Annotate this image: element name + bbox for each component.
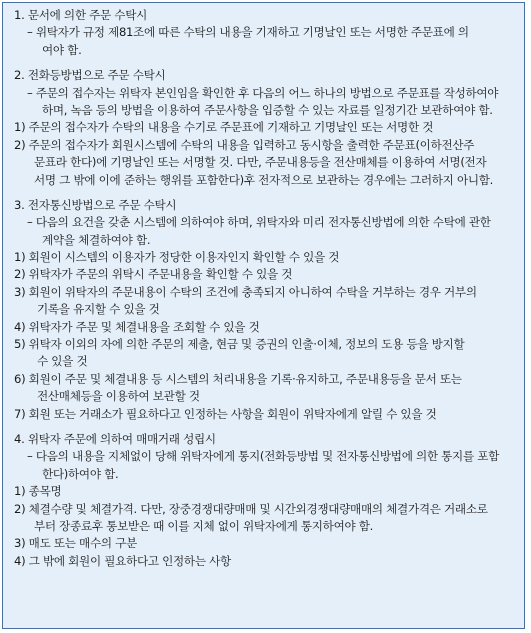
numbered-item: 1) 주문의 접수자가 수탁의 내용을 수기로 주문표에 기재하고 기명날인 또는 서명한 것 — [14, 120, 434, 135]
body-line: 여야 함. — [42, 42, 82, 57]
section-heading: 4. 위탁자 주문에 의하여 매매거래 성립시 — [14, 431, 216, 446]
numbered-item: 2) 주문의 접수자가 회원시스템에 수탁의 내용을 입력하고 동시항을 출력한 주문표(이하전산주 — [14, 137, 475, 152]
numbered-item: 1) 회원이 시스템의 이용자가 정당한 이용자인지 확인할 수 있을 것 — [14, 250, 340, 265]
body-line: – 위탁자가 규정 제81조에 따른 수탁의 내용을 기재하고 기명날인 또는 서명한 주문표에 의 — [27, 25, 469, 40]
numbered-item: 3) 매도 또는 매수의 구분 — [14, 536, 137, 551]
numbered-item: 2) 위탁자가 주문의 위탁시 주문내용을 확인할 수 있을 것 — [14, 267, 293, 282]
body-line: – 다음의 요건을 갖춘 시스템에 의하여야 하며, 위탁자와 미리 전자통신방법에 의한 수탁에 관한 — [27, 215, 491, 230]
body-line: 한다)하여야 함. — [42, 466, 119, 481]
numbered-item: 5) 위탁자 이외의 자에 의한 주문의 제출, 현금 및 증권의 인출·이체, 정보의 도용 등을 방지할 — [14, 337, 465, 352]
section-heading: 1. 문서에 의한 주문 수탁시 — [14, 8, 147, 22]
numbered-item: 4) 그 밖에 회원이 필요하다고 인정하는 사항 — [14, 553, 231, 568]
body-line: – 주문의 접수자는 위탁자 본인임을 확인한 후 다음의 어느 하나의 방법으로 주문표를 작성하여야 — [27, 85, 499, 100]
numbered-item: 4) 위탁자가 주문 및 체결내용을 조회할 수 있을 것 — [14, 319, 260, 334]
body-line: 부터 장종료후 통보받은 때 이를 지체 없이 위탁자에게 통지하여야 함. — [34, 518, 374, 533]
body-line: 하며, 녹음 등의 방법을 이용하여 주문사항을 입증할 수 있는 자료를 일정기간 보관하여야 함. — [42, 102, 493, 117]
numbered-item: 1) 종목명 — [14, 484, 62, 499]
section-heading: 3. 전자통신방법으로 주문 수탁시 — [14, 197, 177, 212]
body-line: 문표라 한다)에 기명날인 또는 서명할 것. 다만, 주문내용등을 전산매체를 이용하여 서명(전자 — [34, 155, 487, 170]
numbered-item: 3) 회원이 위탁자의 주문내용이 수탁의 조건에 충족되지 아니하여 수탁을 거부하는 경우 거부의 — [14, 284, 477, 299]
numbered-item: 2) 체결수량 및 체결가격. 다만, 장중경쟁대량매매 및 시간외경쟁대량매매의 체결가격은 거래소로 — [14, 501, 488, 516]
body-line: – 다음의 내용을 지체없이 당해 위탁자에게 통지(전화등방법 및 전자통신방법에 의한 통지를 포함 — [27, 449, 500, 464]
body-line: 서명 그 밖에 이에 준하는 행위를 포함한다)후 전자적으로 보관하는 경우에는 그러하지 아니함. — [34, 172, 494, 187]
section-heading: 2. 전화등방법으로 주문 수탁시 — [14, 68, 166, 83]
numbered-item: 7) 회원 또는 거래소가 필요하다고 인정하는 사항을 회원이 위탁자에게 알릴 수 있을 것 — [14, 406, 437, 421]
numbered-item: 6) 회원이 주문 및 체결내용 등 시스템의 처리내용을 기록·유지하고, 주문내용등을 문서 또는 — [14, 371, 462, 386]
notice-box — [2, 2, 525, 629]
body-line: 전산매체등을 이용하여 보관할 것 — [37, 389, 200, 404]
body-line: 계약을 체결하여야 함. — [42, 232, 151, 247]
body-line: 수 있을 것 — [37, 354, 88, 369]
body-line: 기록을 유지할 수 있을 것 — [37, 302, 160, 317]
